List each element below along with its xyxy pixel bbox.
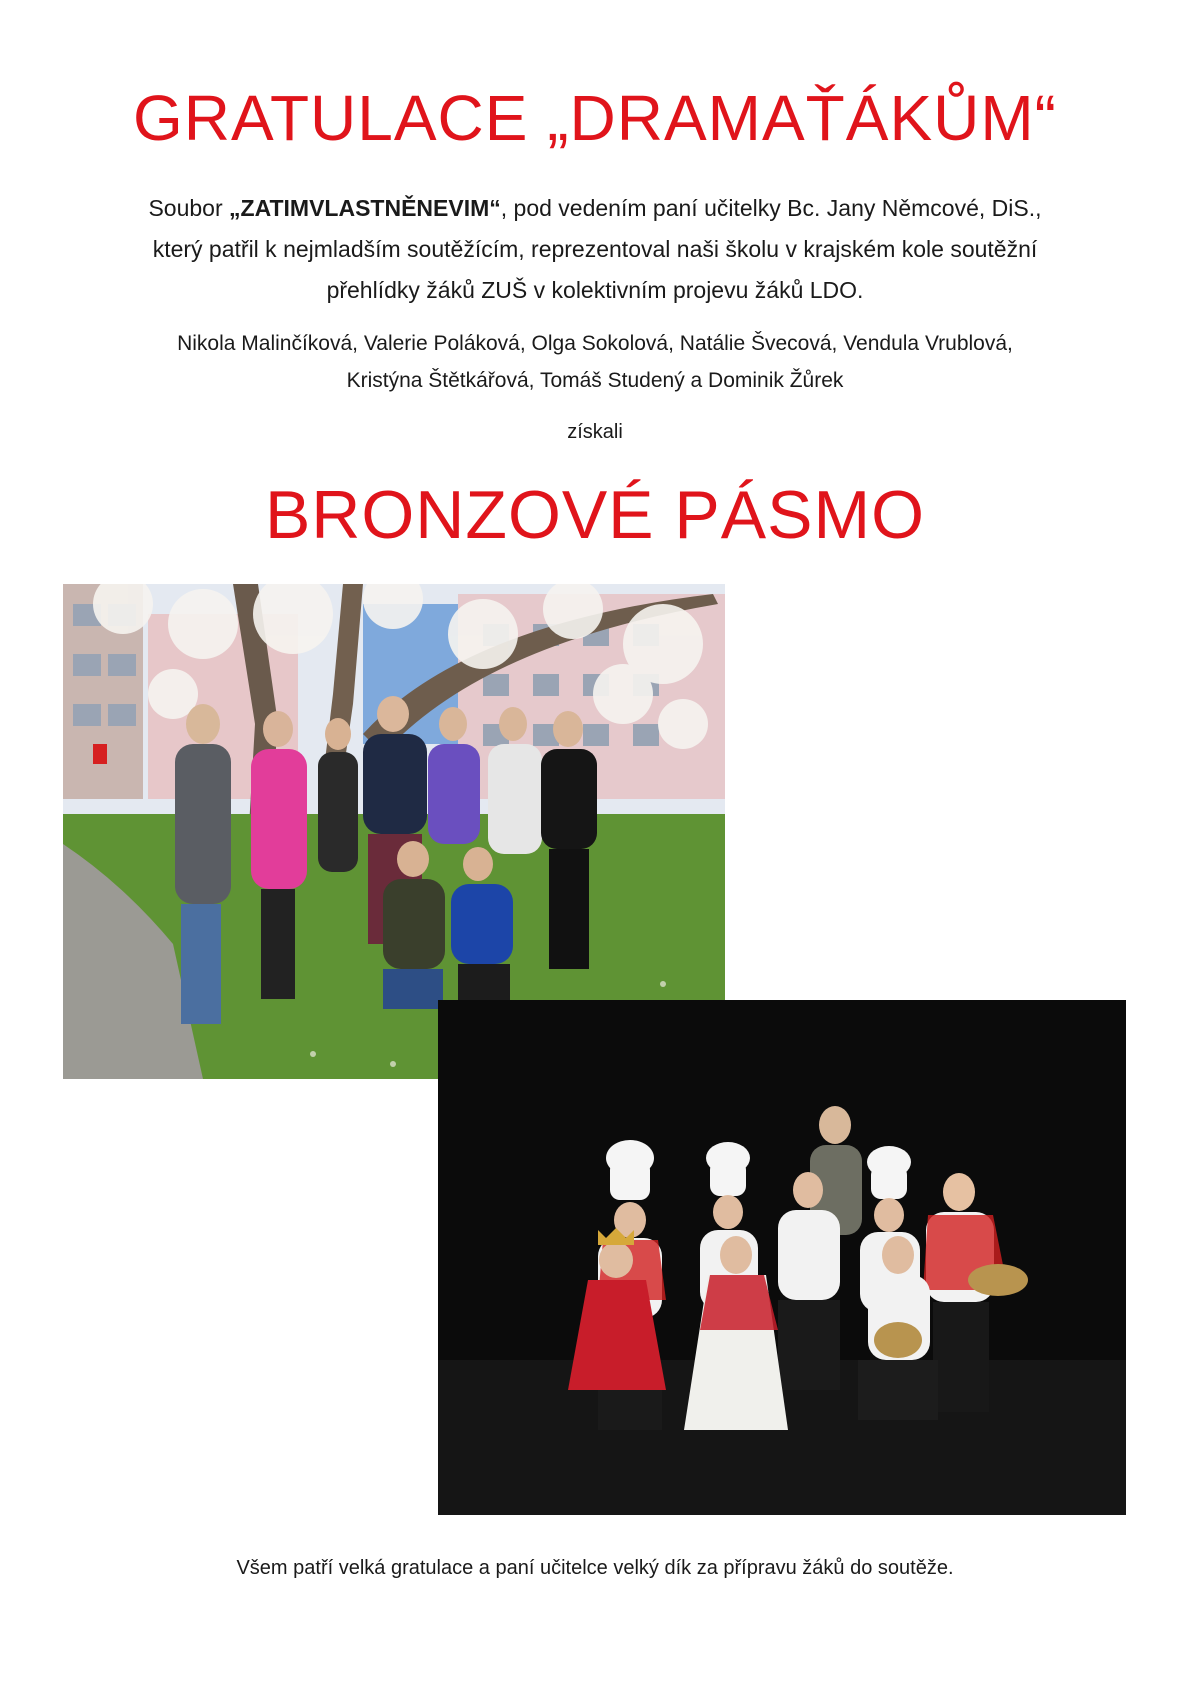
members-line2: Kristýna Štětkářová, Tomáš Studený a Dominik Žůrek — [346, 369, 844, 392]
thanks-text: Všem patří velká gratulace a paní učitelce velký dík za přípravu žáků do soutěže. — [236, 1557, 954, 1579]
intro-line1-rest: , pod vedením paní učitelky Bc. Jany Němcové, DiS., — [500, 195, 1042, 221]
intro-line3: přehlídky žáků ZUŠ v kolektivním projevu žáků LDO. — [326, 277, 864, 303]
members-line1: Nikola Malinčíková, Valerie Poláková, Olga Sokolová, Natálie Švecová, Vendula Vrublová, — [177, 332, 1013, 355]
intro-prefix: Soubor — [148, 195, 230, 221]
group-photo-stage — [438, 1000, 1126, 1515]
received-text: získali — [567, 421, 623, 443]
members-list — [40, 325, 1150, 399]
stage-photo-illustration — [438, 1000, 1126, 1515]
intro-line2: který patřil k nejmladším soutěžícím, reprezentoval naši školu v krajském kole soutěžní — [152, 236, 1038, 262]
page-title: GRATULACE „DRAMAŤÁKŮM“ — [133, 82, 1057, 154]
ensemble-name: „ZATIMVLASTNĚNEVIM“ — [229, 195, 501, 221]
award-title: BRONZOVÉ PÁSMO — [264, 477, 926, 553]
intro-paragraph — [40, 188, 1150, 311]
